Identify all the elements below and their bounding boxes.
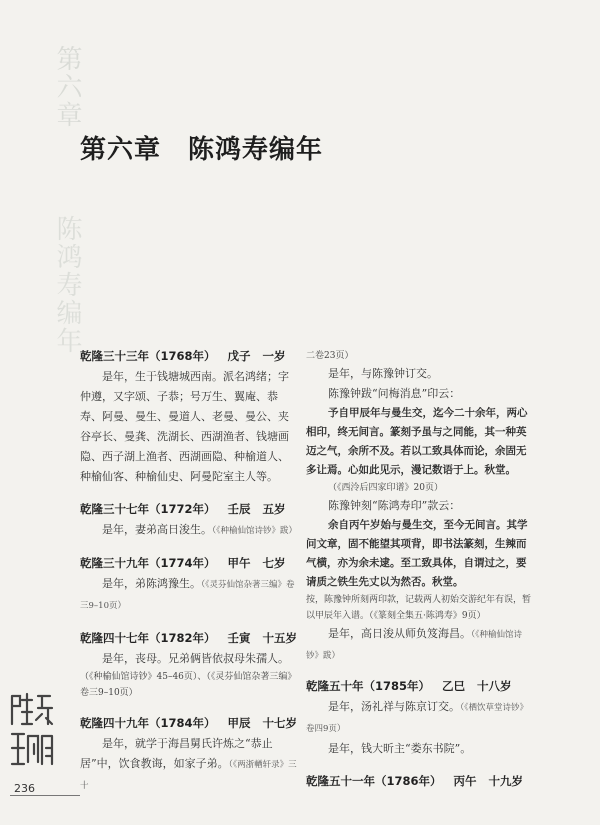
age: 十五岁 <box>262 631 298 645</box>
entry-text: 是年，丧母。兄弟俩皆依叔母朱孺人。 <box>102 652 289 665</box>
entry-text: 是年，生于钱塘城西南。派名鸿绪；字仲遵，又字颂、子恭；号万生、翼庵、恭寿、阿曼、曼生、曼道人、老曼、曼公、夹谷亭长、曼龚、洗湖长、西湖渔者、钱塘画隐、西子湖上渔者、西湖画隐、种榆道人、种榆仙客、种榆仙史、阿曼陀室主人等。 <box>80 370 289 483</box>
citation: （《篆刻全集五·陈鸿寿》9页） <box>369 611 486 621</box>
ganzhi: 壬辰 <box>227 502 251 516</box>
citation: （《种榆仙馆诗钞》跋） <box>306 630 523 661</box>
entry-text: 是年，钱大昕主“娄东书院”。 <box>328 742 472 755</box>
seal-script-logo <box>8 690 70 770</box>
year-heading <box>80 715 298 731</box>
year-heading <box>80 501 298 517</box>
ganzhi: 甲辰 <box>227 716 251 730</box>
entry-text: 陈豫钟刻“陈鸿寿印”款云： <box>328 499 461 512</box>
citation-continued: 二卷23页） <box>306 351 354 361</box>
citation: （《种榆仙馆诗钞》45–46页）、（《灵芬仙馆杂著三编》卷三9–10页） <box>80 672 297 698</box>
year-heading <box>306 773 532 789</box>
year-entry <box>80 501 298 541</box>
page-number: 236 <box>14 782 35 795</box>
entry-body: 是年，高日浚从师负笈海昌。 <box>328 627 471 640</box>
ganzhi: 戊子 <box>227 349 251 363</box>
citation: （《两浙輶轩录》三十 <box>80 760 297 791</box>
right-column <box>306 348 532 803</box>
entry-text <box>306 624 532 666</box>
year-heading <box>80 630 298 646</box>
year-entry <box>80 715 298 796</box>
entry-body: 是年，就学于海昌舅氏许炼之“恭止居”中，饮食教诲，如家子弟。 <box>80 737 273 770</box>
year-entry <box>306 678 532 759</box>
watermark-title: 陈鸿寿编年 <box>52 215 82 355</box>
entry-text: 是年，与陈豫钟订交。 <box>328 367 438 380</box>
year-heading <box>80 348 298 364</box>
note-text: 按，陈豫钟所刻两印款，记载两人初始交游纪年有误，暂以甲辰年入谱。 <box>306 595 532 621</box>
seal-inscription-quote: 予自甲辰年与曼生交，迄今二十余年，两心相印，终无间言。篆刻予虽与之同能，其一种英迈之气，余所不及。若以工致具体而论，余固无多让焉。心如此见示，漫记数语于上。秋堂。 <box>306 407 528 476</box>
entry-body: 是年，妻弟高日浚生。 <box>102 523 212 536</box>
year-entry <box>80 348 298 487</box>
age: 七岁 <box>262 556 286 570</box>
entry-body: 是年，弟陈鸿豫生。 <box>102 577 201 590</box>
entry-text <box>80 520 298 541</box>
age: 十九岁 <box>488 774 524 788</box>
entry-body: 是年，汤礼祥与陈京订交。 <box>328 700 460 713</box>
year-label: 乾隆五十一年（1786年） <box>306 774 442 788</box>
ganzhi: 壬寅 <box>227 631 251 645</box>
watermark-chapter: 第六章 <box>52 45 82 129</box>
citation: （《西泠后四家印谱》20页） <box>328 483 443 493</box>
citation: （《灵芬仙馆杂著三编》卷三9–10页） <box>80 580 295 611</box>
left-column <box>80 348 298 810</box>
year-entry <box>80 555 298 616</box>
age: 十八岁 <box>477 679 512 693</box>
seal-inscription-quote: 余自丙午岁始与曼生交，至今无间言。其学问文章，固不能望其项背，即书法篆刻，生辣而气横，亦为余未逮。至工致具体，自谓过之，要请质之铁生先丈以为然否。秋堂。 <box>306 519 528 588</box>
year-heading <box>80 555 298 571</box>
year-label: 乾隆三十三年（1768年） <box>80 349 216 363</box>
entry-text <box>306 697 532 739</box>
age: 十七岁 <box>262 716 298 730</box>
year-label: 乾隆三十七年（1772年） <box>80 502 216 516</box>
year-heading <box>306 678 532 694</box>
year-label: 乾隆四十九年（1784年） <box>80 716 216 730</box>
year-entry <box>306 773 532 789</box>
year-label: 乾隆五十年（1785年） <box>306 679 431 693</box>
entry-text: 陈豫钟跋“问梅消息”印云： <box>328 387 461 400</box>
citation: （《栖饮草堂诗钞》卷四9页） <box>306 703 529 734</box>
ganzhi: 甲午 <box>227 556 251 570</box>
age: 五岁 <box>262 502 286 516</box>
age: 一岁 <box>262 349 286 363</box>
entry-text <box>80 734 298 796</box>
footer-rule <box>10 795 80 796</box>
year-entry <box>80 630 298 701</box>
editor-note <box>306 592 532 624</box>
ganzhi: 乙巳 <box>442 679 466 693</box>
ganzhi: 丙午 <box>453 774 477 788</box>
year-label: 乾隆三十九年（1774年） <box>80 556 216 570</box>
chapter-title: 第六章 陈鸿寿编年 <box>80 135 324 166</box>
entry-text <box>80 574 298 616</box>
year-label: 乾隆四十七年（1782年） <box>80 631 216 645</box>
citation: （《种榆仙馆诗钞》跋） <box>212 526 298 536</box>
